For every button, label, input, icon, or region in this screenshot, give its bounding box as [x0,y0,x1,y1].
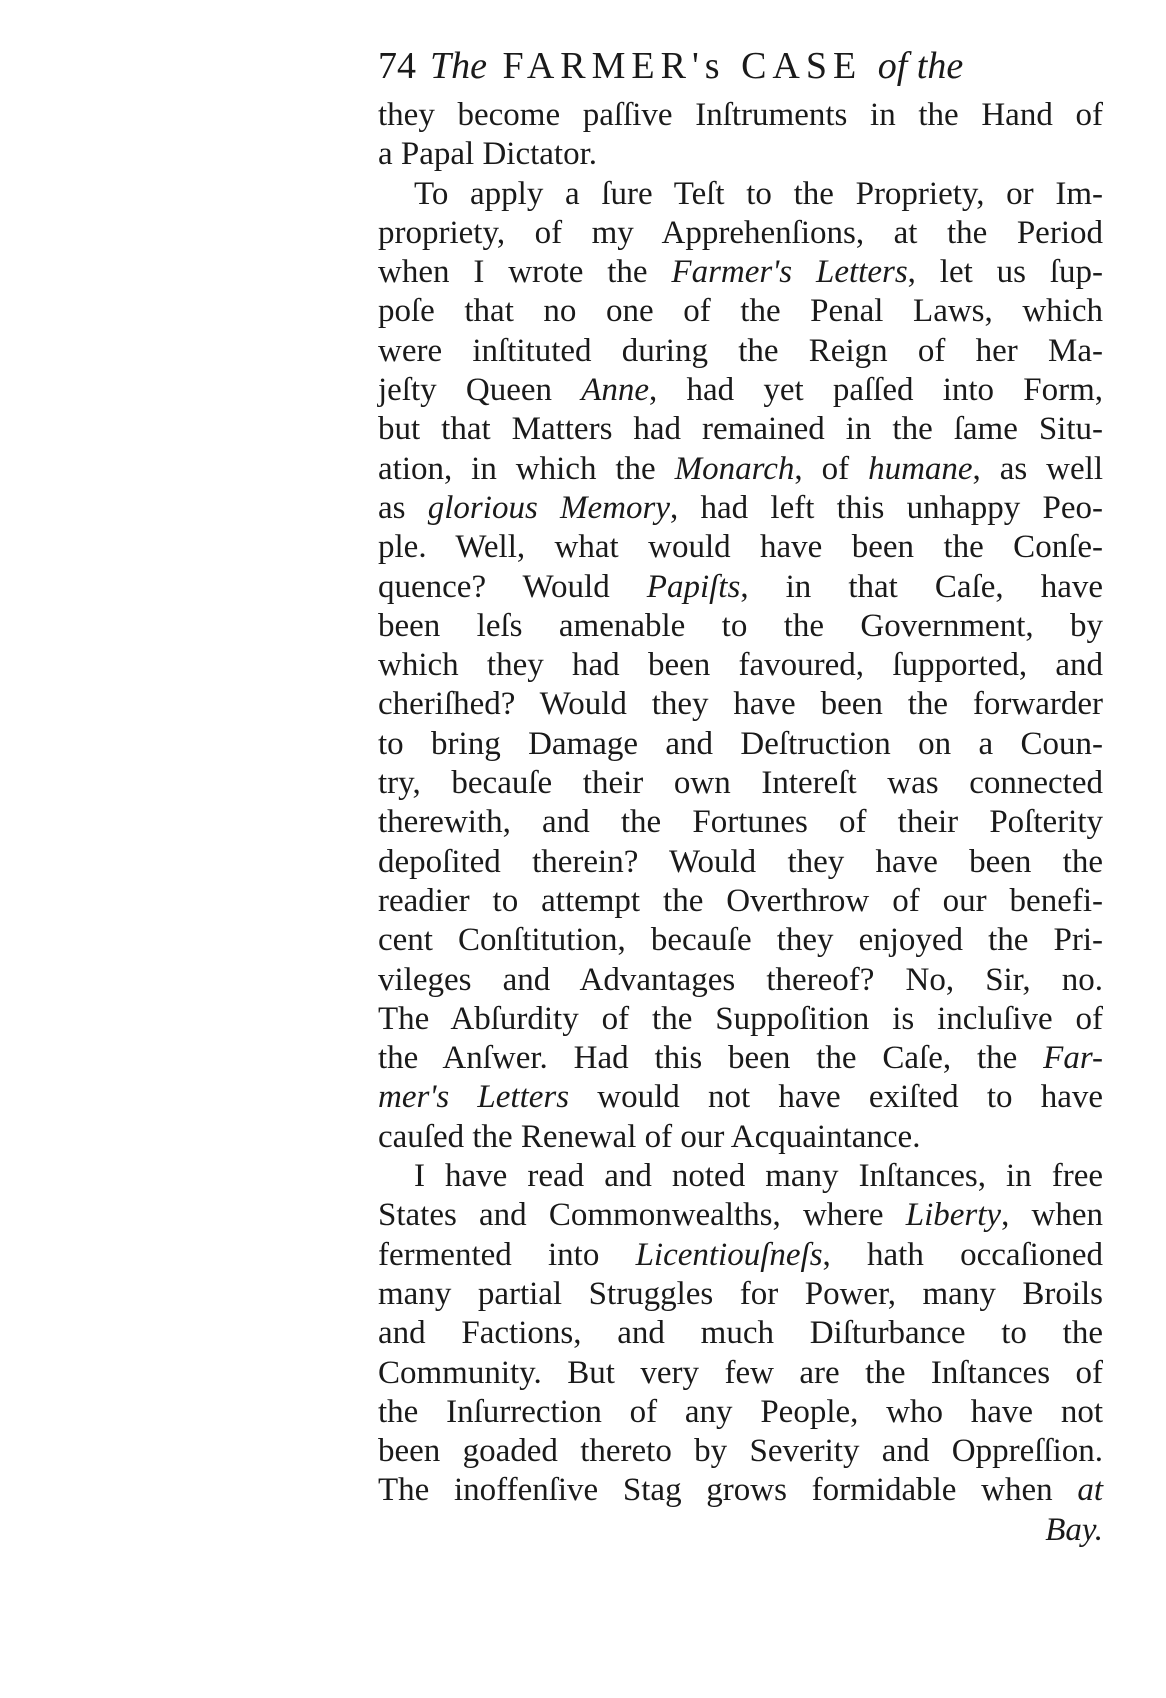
line-text: been goaded thereto by Severity and Oppreſſion. [378,1433,1103,1470]
running-title-main: FARMER's CASE [502,45,863,87]
line-text: many partial Struggles for Power, many Broils [378,1275,1103,1312]
text-line [378,725,1103,764]
text-line [378,1157,1103,1196]
italic-text: mer's Letters [378,1079,570,1116]
italic-text: Licentiouſneſs [635,1236,823,1273]
text-line [378,607,1103,646]
text-line [378,1196,1103,1235]
text-line [378,1275,1103,1314]
text-line [378,1511,1103,1550]
line-text: ation, in which the [378,450,675,487]
line-text: which they had been favoured, ſupported, and [378,647,1103,684]
line-text: , when [1001,1197,1103,1234]
line-text: , had yet paſſed into Form, [649,372,1103,409]
text-line [378,685,1103,724]
text-line [378,764,1103,803]
line-text: but that Matters had remained in the ſame Situ- [378,411,1103,448]
line-text: The Abſurdity of the Suppoſition is incluſive of [378,1000,1103,1037]
text-line [378,568,1103,607]
line-text: would not have exiſted to have [569,1079,1103,1116]
running-header [378,36,1103,96]
text-line [378,843,1103,882]
line-text: , let us ſup- [907,254,1104,291]
running-title-of-the: of the [877,45,964,87]
text-line [378,646,1103,685]
line-text: Community. But very few are the Inſtances of [378,1354,1103,1391]
line-text: States and Commonwealths, where [378,1197,906,1234]
text-line [378,96,1103,135]
line-text: , as well [972,450,1103,487]
text-line [378,1432,1103,1471]
line-text: , hath occaſioned [822,1236,1103,1273]
italic-text: Anne [581,372,650,409]
text-line [378,214,1103,253]
text-line [378,135,1103,174]
italic-text: Monarch [674,450,795,487]
running-title-the: The [430,45,487,87]
line-text: readier to attempt the Overthrow of our benefi- [378,882,1103,919]
text-line [378,1039,1103,1078]
book-page [378,36,1103,1550]
italic-text: glorious Memory [427,489,671,526]
italic-text: Bay. [1045,1511,1103,1548]
text-line [378,1236,1103,1275]
line-text: try, becauſe their own Intereſt was connected [378,765,1103,802]
text-line [378,332,1103,371]
italic-text: humane [868,450,973,487]
text-line [378,489,1103,528]
line-text: , of [794,450,869,487]
text-line [378,410,1103,449]
line-text: I have read and noted many Inſtances, in free [414,1158,1103,1195]
text-line [378,292,1103,331]
line-text: cent Conſtitution, becauſe they enjoyed the Pri- [378,922,1103,959]
line-text: poſe that no one of the Penal Laws, which [378,293,1103,330]
line-text: when I wrote the [378,254,672,291]
text-line [378,882,1103,921]
text-line [378,803,1103,842]
line-text: , had left this unhappy Peo- [670,489,1104,526]
text-line [378,253,1103,292]
line-text: cheriſhed? Would they have been the forwarder [378,686,1103,723]
line-text: To apply a ſure Teſt to the Propriety, or Im- [414,175,1103,212]
line-text: vileges and Advantages thereof? No, Sir, no. [378,961,1103,998]
line-text: the Inſurrection of any People, who have not [378,1393,1103,1430]
italic-text: Liberty [905,1197,1002,1234]
text-line [378,371,1103,410]
text-line [378,1354,1103,1393]
italic-text: Papiſts [646,568,741,605]
body-text [378,96,1103,1550]
italic-text: Far- [1043,1040,1103,1077]
text-line [378,1471,1103,1510]
text-line [378,1118,1103,1157]
text-line [378,921,1103,960]
line-text: jeſty Queen [378,372,582,409]
line-text: as [378,489,428,526]
text-line [378,175,1103,214]
line-text: been leſs amenable to the Government, by [378,607,1103,644]
running-title [430,36,963,96]
line-text: ple. Well, what would have been the Conſe- [378,529,1103,566]
italic-text: at [1077,1472,1103,1509]
text-line [378,961,1103,1000]
line-text: depoſited therein? Would they have been the [378,843,1103,880]
page-number: 74 [378,45,416,87]
line-text: they become paſſive Inſtruments in the Hand of [378,97,1103,133]
line-text: , in that Caſe, have [740,568,1103,605]
text-line [378,1078,1103,1117]
line-text: a Papal Dictator. [378,136,598,173]
line-text: were inſtituted during the Reign of her Ma- [378,332,1103,369]
text-line [378,450,1103,489]
text-line [378,528,1103,567]
text-line [378,1000,1103,1039]
line-text: the Anſwer. Had this been the Caſe, the [378,1040,1044,1077]
line-text: quence? Would [378,568,647,605]
line-text: fermented into [378,1236,636,1273]
text-line [378,1393,1103,1432]
line-text: cauſed the Renewal of our Acquaintance. [378,1118,921,1155]
line-text: to bring Damage and Deſtruction on a Coun- [378,725,1103,762]
text-line [378,1314,1103,1353]
line-text: The inoffenſive Stag grows formidable when [378,1472,1078,1509]
line-text: and Factions, and much Diſturbance to the [378,1315,1103,1352]
line-text: therewith, and the Fortunes of their Poſterity [378,804,1103,841]
italic-text: Farmer's Letters [671,254,908,291]
line-text: propriety, of my Apprehenſions, at the Period [378,214,1103,251]
